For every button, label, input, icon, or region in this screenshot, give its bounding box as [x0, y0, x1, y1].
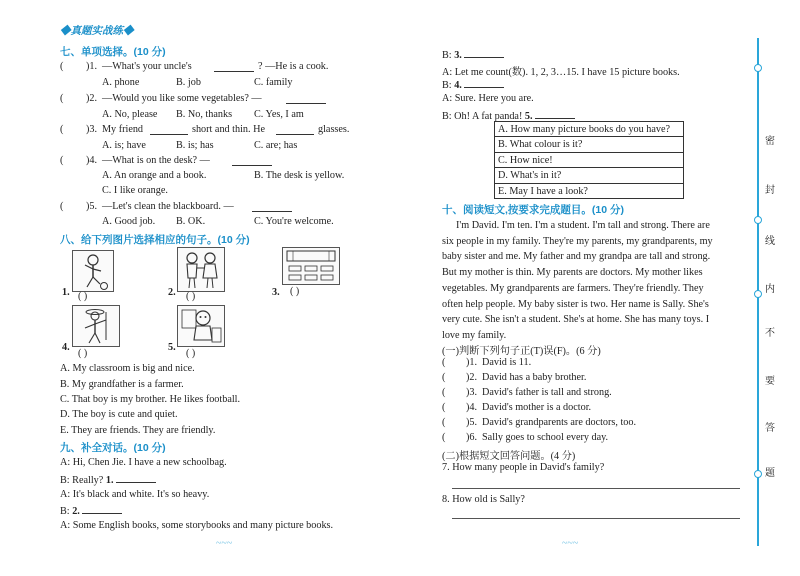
dialogue-option-a: A. How many picture books do you have?: [495, 122, 683, 137]
tf-text: David's grandparents are doctors, too.: [482, 417, 637, 428]
option-a: A. is; have: [102, 140, 146, 151]
seal-dot-icon: [754, 470, 762, 478]
seal-char: 不: [765, 328, 775, 339]
answer-blank[interactable]: [464, 48, 504, 58]
paren: (: [442, 372, 446, 383]
tf-text: Sally goes to school every day.: [482, 432, 609, 443]
seal-char: 封: [765, 185, 775, 196]
part-2-title: (二)根据短文回答问题。(4 分): [442, 451, 576, 462]
question-8: 8. How old is Sally?: [442, 494, 525, 505]
footer-ornament-right: ~~~: [562, 538, 579, 549]
speaker-text: B:: [442, 80, 452, 91]
paren: (: [442, 402, 446, 413]
seal-dot-icon: [754, 64, 762, 72]
passage-line: very cute. She isn't a student. She's at home. She has many toys. I: [442, 314, 710, 326]
passage-line: love my family.: [442, 329, 507, 341]
option-c: C. are; has: [254, 140, 298, 151]
q-text: —What is on the desk? —: [102, 155, 210, 166]
speaker-text: B:: [60, 506, 70, 517]
answer-line-8[interactable]: [452, 518, 740, 519]
dialogue-line-9: A: Sure. Here you are.: [442, 93, 534, 104]
option-a: A. No, please: [102, 109, 158, 120]
q-num: )2.: [86, 93, 98, 104]
answer-blank[interactable]: [276, 125, 314, 135]
tf-num: )4.: [466, 402, 478, 413]
paren: (: [442, 417, 446, 428]
answer-bracket-5[interactable]: ( ): [186, 348, 196, 359]
question-7: 7. How many people in David's family?: [442, 462, 605, 473]
seal-char: 答: [765, 423, 775, 434]
pic-num-5: 5.: [168, 342, 176, 353]
dialogue-options-box: [494, 121, 684, 199]
answer-blank[interactable]: [116, 473, 156, 483]
sentence-e: E. They are friends. They are friendly.: [60, 425, 216, 436]
passage-line: baby sister and me. My father and my grandpa are tall and strong.: [442, 251, 711, 263]
cute-boy-icon: [178, 306, 224, 346]
blank-number: 5.: [524, 111, 533, 122]
passage-line: I'm David. I'm ten. I'm a student. I'm tall and strong. There are: [456, 220, 710, 231]
picture-1: [72, 250, 114, 292]
speaker-text: B: Really?: [60, 475, 104, 486]
paren: (: [60, 61, 64, 72]
passage-line: six people in my family. They're my parents, my grandparents, my: [442, 235, 713, 247]
farmer-icon: [73, 306, 119, 346]
q-text: —Let's clean the blackboard. —: [102, 201, 234, 212]
answer-blank[interactable]: [150, 125, 188, 135]
answer-line-7[interactable]: [452, 488, 740, 489]
option-c: C. Yes, I am: [254, 109, 304, 120]
q-num: )5.: [86, 201, 98, 212]
answer-bracket-1[interactable]: ( ): [78, 291, 88, 302]
option-b: B. No, thanks: [176, 109, 233, 120]
tf-num: )6.: [466, 432, 478, 443]
speaker-text: B:: [442, 50, 452, 61]
classroom-icon: [283, 248, 339, 284]
option-b: B. OK.: [176, 216, 206, 227]
section-10-title: 十、阅读短文,按要求完成题目。(10 分): [442, 204, 625, 216]
seal-char: 内: [765, 284, 775, 295]
answer-blank[interactable]: [535, 109, 575, 119]
answer-bracket-3[interactable]: ( ): [290, 286, 300, 297]
pic-num-1: 1.: [62, 287, 70, 298]
q-num: )1.: [86, 61, 98, 72]
q-text: short and thin. He: [192, 124, 265, 135]
option-a: A. An orange and a book.: [102, 170, 207, 181]
seal-dot-icon: [754, 290, 762, 298]
tf-num: )3.: [466, 387, 478, 398]
seal-dot-icon: [754, 216, 762, 224]
passage-line: vegetables. My grandparents are farmers. They're friendly. They: [442, 282, 704, 294]
seal-char: 题: [765, 468, 775, 479]
passage-line: But my mother is thin. My parents are doctors. My mother likes: [442, 267, 703, 279]
tf-text: David has a baby brother.: [482, 372, 587, 383]
footer-ornament-left: ~~~: [216, 538, 233, 549]
dialogue-line-5: A: Some English books, some storybooks and many picture books.: [60, 520, 334, 531]
q-text: ? —He is a cook.: [258, 61, 329, 72]
answer-blank[interactable]: [214, 62, 254, 72]
picture-4: [72, 305, 120, 347]
boy-football-icon: [73, 251, 113, 291]
pic-num-2: 2.: [168, 287, 176, 298]
reading-passage: [442, 218, 742, 344]
seal-char: 要: [765, 376, 775, 387]
answer-bracket-2[interactable]: ( ): [186, 291, 196, 302]
answer-blank[interactable]: [286, 94, 326, 104]
dialogue-option-c: C. How nice!: [495, 153, 683, 168]
picture-2: [177, 247, 225, 292]
blank-number: 4.: [454, 80, 462, 91]
answer-bracket-4[interactable]: ( ): [78, 348, 88, 359]
option-a: A. Good job.: [102, 216, 156, 227]
paren: (: [60, 201, 64, 212]
blank-number: 3.: [454, 50, 462, 61]
paren: (: [60, 155, 64, 166]
banner: ◆真题实战练◆: [60, 25, 134, 37]
pic-num-4: 4.: [62, 342, 70, 353]
sentence-c: C. That boy is my brother. He likes football.: [60, 394, 241, 405]
answer-blank[interactable]: [464, 78, 504, 88]
answer-blank[interactable]: [82, 504, 122, 514]
option-c: C. I like orange.: [102, 185, 168, 196]
section-8-title: 八、给下列图片选择相应的句子。(10 分): [60, 234, 250, 246]
picture-3: [282, 247, 340, 285]
paren: (: [442, 387, 446, 398]
tf-num: )1.: [466, 357, 478, 368]
dialogue-option-b: B. What colour is it?: [495, 137, 683, 152]
answer-blank[interactable]: [232, 156, 272, 166]
q-text: glasses.: [318, 124, 350, 135]
dialogue-option-d: D. What's in it?: [495, 168, 683, 183]
dialogue-line-4: [60, 504, 122, 517]
q-text: —What's your uncle's: [102, 61, 192, 72]
passage-line: often help people. My baby sister is two. Her name is Sally. She's: [442, 298, 709, 310]
dialogue-line-7: A: Let me count(数). 1, 2, 3…15. I have 15 picture books.: [442, 67, 680, 78]
pic-num-3: 3.: [272, 287, 280, 298]
speaker-text: B: Oh! A fat panda!: [442, 111, 523, 122]
blank-number: 2.: [72, 506, 80, 517]
paren: (: [60, 124, 64, 135]
tf-text: David is 11.: [482, 357, 532, 368]
sentence-a: A. My classroom is big and nice.: [60, 363, 195, 374]
section-9-title: 九、补全对话。(10 分): [60, 442, 166, 454]
option-c: C. family: [254, 77, 293, 88]
seal-char: 线: [765, 236, 775, 247]
paren: (: [442, 432, 446, 443]
dialogue-line-8: [442, 78, 504, 91]
q-num: )3.: [86, 124, 98, 135]
dialogue-option-e: E. May I have a look?: [498, 185, 588, 197]
dialogue-line-1: A: Hi, Chen Jie. I have a new schoolbag.: [60, 457, 227, 468]
tf-text: David's father is tall and strong.: [482, 387, 612, 398]
sentence-b: B. My grandfather is a farmer.: [60, 379, 184, 390]
blank-number: 1.: [105, 475, 114, 486]
answer-blank[interactable]: [252, 202, 292, 212]
option-c: C. You're welcome.: [254, 216, 334, 227]
part-1-title: (一)判断下列句子正(T)误(F)。(6 分): [442, 346, 601, 357]
dialogue-line-3: A: It's black and white. It's so heavy.: [60, 489, 210, 500]
dialogue-line-2: [60, 473, 156, 486]
q-text: My friend: [102, 124, 144, 135]
q-text: —Would you like some vegetables? —: [102, 93, 262, 104]
option-b: B. is; has: [176, 140, 214, 151]
option-a: A. phone: [102, 77, 140, 88]
paren: (: [442, 357, 446, 368]
tf-text: David's mother is a doctor.: [482, 402, 592, 413]
dialogue-line-6: [442, 48, 504, 61]
seal-char: 密: [765, 136, 775, 147]
section-7-title: 七、单项选择。(10 分): [60, 46, 166, 58]
paren: (: [60, 93, 64, 104]
friends-icon: [178, 248, 224, 291]
option-b: B. The desk is yellow.: [254, 170, 345, 181]
tf-num: )2.: [466, 372, 478, 383]
option-b: B. job: [176, 77, 201, 88]
tf-num: )5.: [466, 417, 478, 428]
picture-5: [177, 305, 225, 347]
sentence-d: D. The boy is cute and quiet.: [60, 409, 178, 420]
q-num: )4.: [86, 155, 98, 166]
